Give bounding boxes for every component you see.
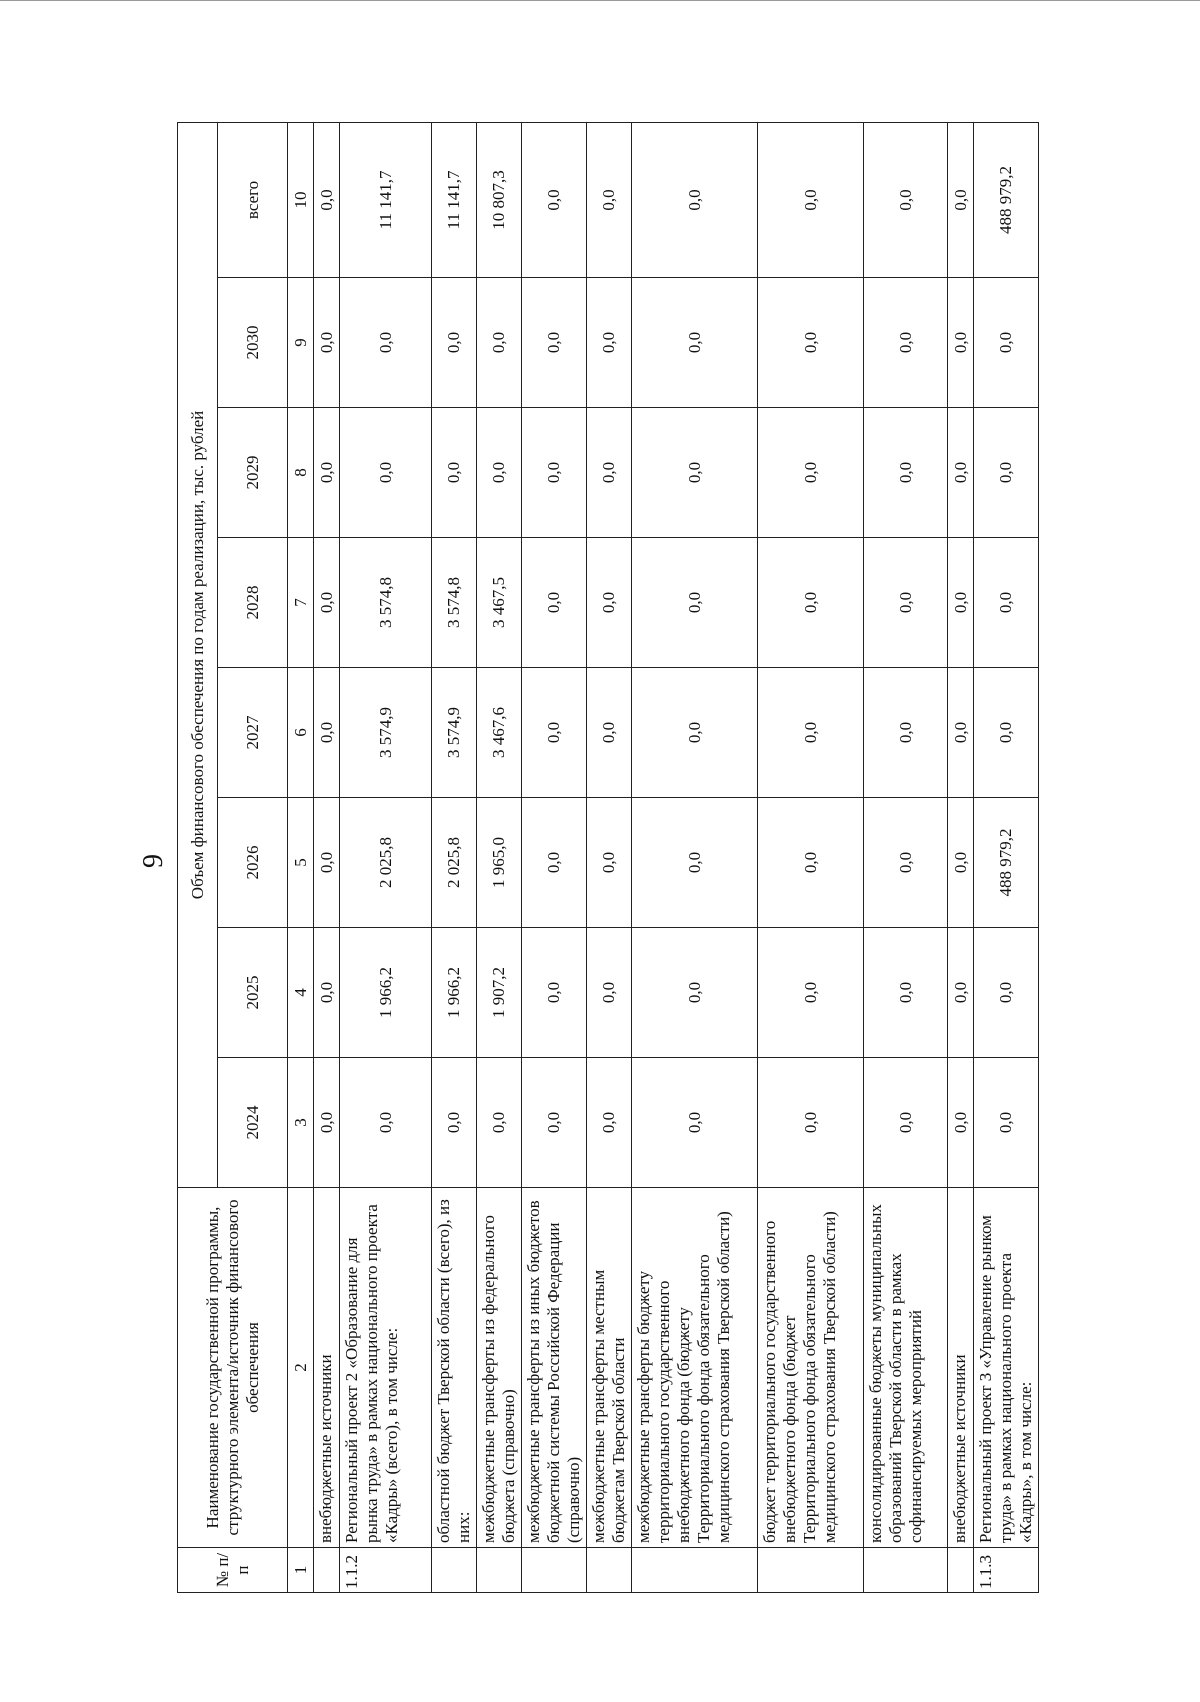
header-year: 2028 <box>218 538 288 668</box>
index-cell: 1 <box>288 1548 314 1593</box>
table-row <box>340 122 432 1592</box>
table-row <box>948 122 974 1592</box>
index-cell: 5 <box>288 798 314 928</box>
row-year-value: 1 907,2 <box>477 928 522 1058</box>
row-name: Региональный проект 2 «Образование для рынка труда» в рамках национального проекта «Кадры» (всего), в том числе: <box>340 1188 432 1548</box>
row-name: внебюджетные источники <box>948 1188 974 1548</box>
table-row <box>974 122 1039 1592</box>
row-year-value: 0,0 <box>864 278 948 408</box>
financing-table-container <box>177 123 1037 1593</box>
row-year-value: 488 979,2 <box>974 798 1039 928</box>
row-year-value: 0,0 <box>758 1058 864 1188</box>
row-year-value: 1 966,2 <box>432 928 477 1058</box>
page-number: 9 <box>138 854 169 868</box>
row-year-value: 0,0 <box>340 1058 432 1188</box>
row-total-value: 10 807,3 <box>477 122 522 277</box>
row-year-value: 0,0 <box>477 1058 522 1188</box>
row-year-value: 0,0 <box>632 408 758 538</box>
row-year-value: 0,0 <box>314 798 340 928</box>
table-row <box>432 122 477 1592</box>
row-year-value: 0,0 <box>864 408 948 538</box>
row-year-value: 0,0 <box>864 668 948 798</box>
row-year-value: 1 966,2 <box>340 928 432 1058</box>
table-row <box>632 122 758 1592</box>
row-year-value: 0,0 <box>974 928 1039 1058</box>
index-cell: 2 <box>288 1188 314 1548</box>
index-cell: 10 <box>288 122 314 277</box>
index-cell: 3 <box>288 1058 314 1188</box>
row-name: Региональный проект 3 «Управление рынком труда» в рамках национального проекта «Кадры», в том числе: <box>974 1188 1039 1548</box>
page-top-edge <box>0 0 1200 1</box>
table-row <box>864 122 948 1592</box>
row-year-value: 0,0 <box>948 1058 974 1188</box>
row-year-value: 0,0 <box>948 798 974 928</box>
row-year-value: 0,0 <box>632 278 758 408</box>
index-cell: 4 <box>288 928 314 1058</box>
row-year-value: 0,0 <box>587 928 632 1058</box>
row-year-value: 1 965,0 <box>477 798 522 928</box>
row-year-value: 0,0 <box>974 1058 1039 1188</box>
row-year-value: 0,0 <box>477 408 522 538</box>
row-year-value: 0,0 <box>758 408 864 538</box>
row-year-value: 0,0 <box>758 538 864 668</box>
row-total-value: 0,0 <box>587 122 632 277</box>
row-name: межбюджетные трансферты из федерального бюджета (справочно) <box>477 1188 522 1548</box>
header-row-group <box>178 122 218 1592</box>
row-year-value: 0,0 <box>758 798 864 928</box>
row-code <box>432 1548 477 1593</box>
row-year-value: 0,0 <box>632 798 758 928</box>
row-year-value: 2 025,8 <box>432 798 477 928</box>
row-year-value: 0,0 <box>314 278 340 408</box>
row-code <box>864 1548 948 1593</box>
row-year-value: 3 467,6 <box>477 668 522 798</box>
row-year-value: 0,0 <box>587 408 632 538</box>
row-code <box>522 1548 587 1593</box>
row-code: 1.1.2 <box>340 1548 432 1593</box>
row-year-value: 0,0 <box>432 408 477 538</box>
row-year-value: 0,0 <box>314 668 340 798</box>
row-total-value: 11 141,7 <box>340 122 432 277</box>
row-year-value: 0,0 <box>948 538 974 668</box>
row-year-value: 0,0 <box>522 278 587 408</box>
row-code <box>477 1548 522 1593</box>
row-year-value: 0,0 <box>948 278 974 408</box>
row-year-value: 0,0 <box>974 668 1039 798</box>
row-name: межбюджетные трансферты бюджету территориального государственного внебюджетного фонда (бюджету Территориального фонда обязательного медицинского страхования Тверской области) <box>632 1188 758 1548</box>
row-total-value: 0,0 <box>864 122 948 277</box>
row-year-value: 0,0 <box>974 538 1039 668</box>
header-number: № п/п <box>178 1548 288 1593</box>
row-year-value: 0,0 <box>522 928 587 1058</box>
header-total: всего <box>218 122 288 277</box>
row-code <box>758 1548 864 1593</box>
row-year-value: 0,0 <box>340 278 432 408</box>
row-year-value: 3 574,9 <box>432 668 477 798</box>
row-code <box>314 1548 340 1593</box>
table-row <box>477 122 522 1592</box>
row-year-value: 0,0 <box>948 408 974 538</box>
table-row <box>522 122 587 1592</box>
row-year-value: 0,0 <box>522 538 587 668</box>
header-year: 2029 <box>218 408 288 538</box>
row-year-value: 0,0 <box>314 538 340 668</box>
row-year-value: 0,0 <box>864 538 948 668</box>
row-year-value: 0,0 <box>632 928 758 1058</box>
row-year-value: 3 467,5 <box>477 538 522 668</box>
row-year-value: 0,0 <box>587 538 632 668</box>
header-name: Наименование государственной программы, структурного элемента/источник финансового обеспечения <box>178 1188 288 1548</box>
row-year-value: 0,0 <box>632 668 758 798</box>
row-year-value: 0,0 <box>522 798 587 928</box>
header-year: 2030 <box>218 278 288 408</box>
row-total-value: 0,0 <box>758 122 864 277</box>
row-year-value: 0,0 <box>314 408 340 538</box>
row-year-value: 0,0 <box>314 1058 340 1188</box>
row-name: консолидированные бюджеты муниципальных образований Тверской области в рамках софинансируемых мероприятий <box>864 1188 948 1548</box>
header-financing-group: Объем финансового обеспечения по годам реализации, тыс. рублей <box>178 122 218 1187</box>
row-year-value: 0,0 <box>314 928 340 1058</box>
row-year-value: 0,0 <box>522 408 587 538</box>
row-year-value: 3 574,8 <box>432 538 477 668</box>
row-year-value: 0,0 <box>974 408 1039 538</box>
index-cell: 9 <box>288 278 314 408</box>
row-year-value: 0,0 <box>587 798 632 928</box>
row-year-value: 0,0 <box>864 798 948 928</box>
row-name: межбюджетные трансферты местным бюджетам Тверской области <box>587 1188 632 1548</box>
index-cell: 6 <box>288 668 314 798</box>
row-total-value: 0,0 <box>522 122 587 277</box>
row-year-value: 0,0 <box>432 278 477 408</box>
row-code <box>632 1548 758 1593</box>
row-year-value: 2 025,8 <box>340 798 432 928</box>
row-year-value: 3 574,8 <box>340 538 432 668</box>
row-year-value: 0,0 <box>948 928 974 1058</box>
index-cell: 7 <box>288 538 314 668</box>
row-year-value: 0,0 <box>522 668 587 798</box>
header-year: 2024 <box>218 1058 288 1188</box>
row-year-value: 0,0 <box>522 1058 587 1188</box>
row-year-value: 0,0 <box>974 278 1039 408</box>
index-row <box>288 122 314 1592</box>
row-year-value: 0,0 <box>758 278 864 408</box>
row-year-value: 0,0 <box>587 278 632 408</box>
row-name: областной бюджет Тверской области (всего), из них: <box>432 1188 477 1548</box>
row-year-value: 0,0 <box>948 668 974 798</box>
row-name: межбюджетные трансферты из иных бюджетов бюджетной системы Российской Федерации (справочно) <box>522 1188 587 1548</box>
row-total-value: 0,0 <box>948 122 974 277</box>
row-year-value: 0,0 <box>587 1058 632 1188</box>
row-total-value: 0,0 <box>632 122 758 277</box>
table-row <box>314 122 340 1592</box>
table-row <box>758 122 864 1592</box>
row-code <box>948 1548 974 1593</box>
row-total-value: 11 141,7 <box>432 122 477 277</box>
table-row <box>587 122 632 1592</box>
row-year-value: 0,0 <box>758 668 864 798</box>
row-name: бюджет территориального государственного внебюджетного фонда (бюджет Территориального фонда обязательного медицинского страхования Тверской области) <box>758 1188 864 1548</box>
index-cell: 8 <box>288 408 314 538</box>
row-year-value: 3 574,9 <box>340 668 432 798</box>
header-year: 2025 <box>218 928 288 1058</box>
row-year-value: 0,0 <box>340 408 432 538</box>
row-year-value: 0,0 <box>432 1058 477 1188</box>
row-code: 1.1.3 <box>974 1548 1039 1593</box>
row-year-value: 0,0 <box>864 928 948 1058</box>
header-year: 2026 <box>218 798 288 928</box>
row-year-value: 0,0 <box>587 668 632 798</box>
row-year-value: 0,0 <box>758 928 864 1058</box>
row-total-value: 488 979,2 <box>974 122 1039 277</box>
financing-table <box>177 122 1039 1593</box>
header-year: 2027 <box>218 668 288 798</box>
row-name: внебюджетные источники <box>314 1188 340 1548</box>
row-year-value: 0,0 <box>864 1058 948 1188</box>
row-year-value: 0,0 <box>477 278 522 408</box>
row-year-value: 0,0 <box>632 538 758 668</box>
row-code <box>587 1548 632 1593</box>
row-year-value: 0,0 <box>632 1058 758 1188</box>
row-total-value: 0,0 <box>314 122 340 277</box>
